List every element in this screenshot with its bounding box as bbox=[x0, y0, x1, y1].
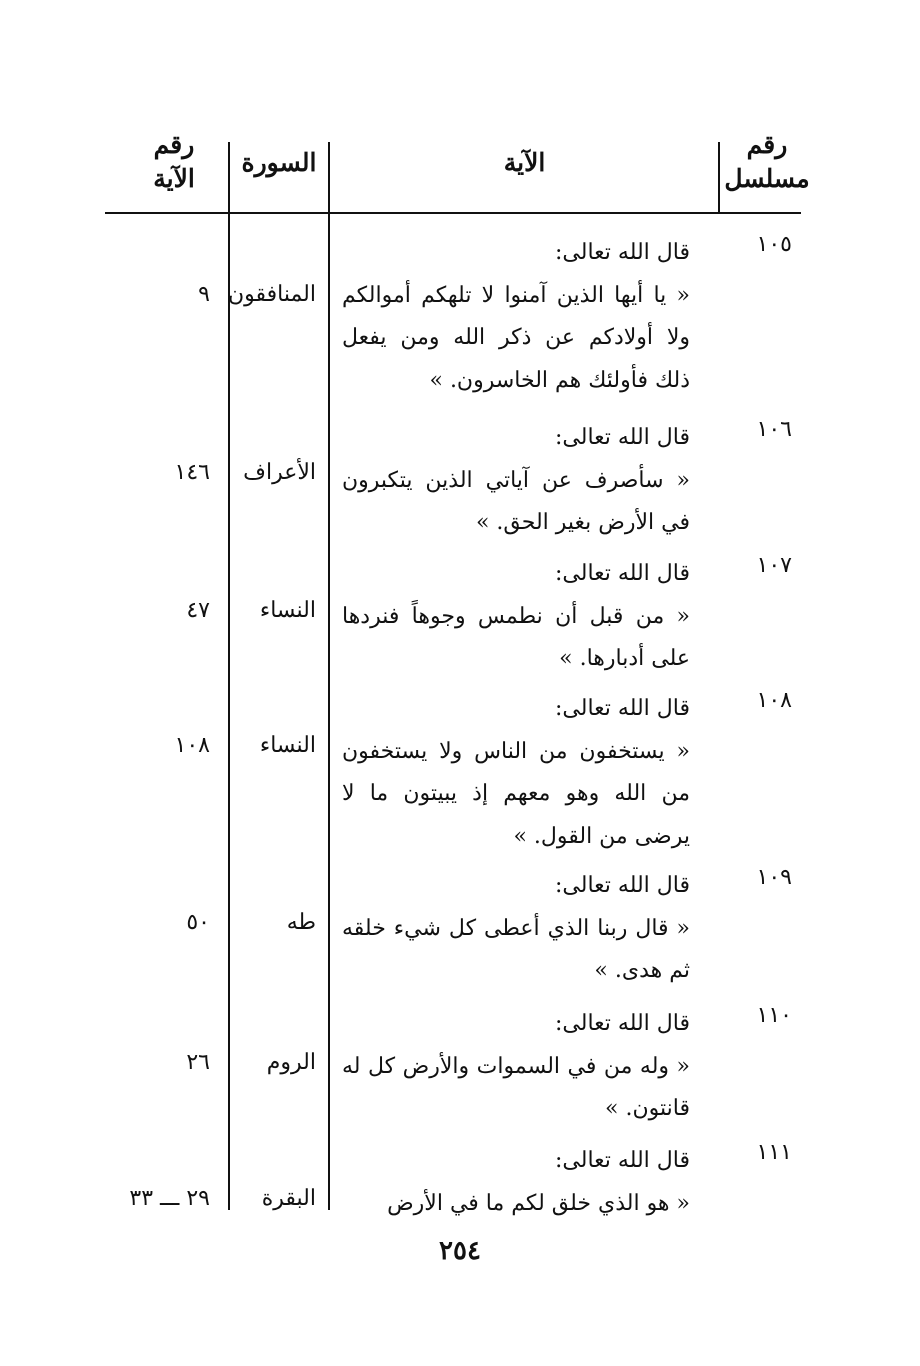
ayah-number-cell: ١٤٦ bbox=[174, 460, 210, 485]
serial-cell: ١٠٨ bbox=[756, 688, 792, 713]
ayah-intro: قال الله تعالى: bbox=[555, 1011, 690, 1036]
header-ayah-number bbox=[120, 128, 228, 196]
ayah-cell bbox=[342, 232, 690, 402]
ayah-number-cell: ١٠٨ bbox=[174, 733, 210, 758]
ayah-text: « هو الذي خلق لكم ما في الأرض bbox=[387, 1190, 690, 1216]
ayah-cell bbox=[342, 1140, 690, 1225]
column-divider-ayah-surah bbox=[328, 142, 330, 1210]
header-rule bbox=[105, 212, 801, 214]
ayah-cell bbox=[342, 553, 690, 681]
ayah-text: « سأصرف عن آياتي الذين يتكبرون في الأرض بغير الحق. » bbox=[342, 467, 690, 535]
ayah-intro: قال الله تعالى: bbox=[555, 1148, 690, 1173]
header-serial-line1: رقم bbox=[746, 130, 788, 159]
ayah-cell bbox=[342, 865, 690, 993]
serial-cell: ١١١ bbox=[756, 1140, 792, 1165]
header-num-line2: الآية bbox=[153, 164, 195, 193]
ayah-intro: قال الله تعالى: bbox=[555, 696, 690, 721]
header-surah: السورة bbox=[241, 148, 317, 177]
surah-cell: الأعراف bbox=[243, 460, 316, 485]
header-serial bbox=[722, 128, 812, 196]
ayah-number-cell: ٤٧ bbox=[186, 598, 210, 623]
header-serial-line2: مسلسل bbox=[724, 164, 810, 193]
header-divider-1 bbox=[718, 142, 720, 212]
surah-cell: البقرة bbox=[261, 1186, 316, 1211]
ayah-intro: قال الله تعالى: bbox=[555, 873, 690, 898]
serial-cell: ١١٠ bbox=[756, 1003, 792, 1028]
ayah-intro: قال الله تعالى: bbox=[555, 425, 690, 450]
ayah-number-cell: ٩ bbox=[198, 282, 210, 307]
ayah-number-cell: ٢٩ ـــ ٣٣ bbox=[129, 1186, 210, 1211]
ayah-intro: قال الله تعالى: bbox=[555, 240, 690, 265]
header-num-line1: رقم bbox=[153, 130, 195, 159]
header-ayah: الآية bbox=[503, 148, 546, 177]
ayah-text: « يستخفون من الناس ولا يستخفون من الله وهو معهم إذ يبيتون ما لا يرضى من القول. » bbox=[342, 738, 690, 849]
ayah-intro: قال الله تعالى: bbox=[555, 561, 690, 586]
surah-cell: الروم bbox=[266, 1050, 316, 1075]
surah-cell: النساء bbox=[259, 598, 316, 623]
ayah-cell bbox=[342, 417, 690, 545]
page-number: ٢٥٤ bbox=[439, 1236, 481, 1266]
ayah-number-cell: ٢٦ bbox=[186, 1050, 210, 1075]
surah-cell: طه bbox=[286, 910, 316, 935]
surah-cell: المنافقون bbox=[227, 282, 316, 307]
ayah-cell bbox=[342, 1003, 690, 1131]
serial-cell: ١٠٦ bbox=[756, 417, 792, 442]
ayah-text: « وله من في السموات والأرض كل له قانتون. » bbox=[342, 1053, 690, 1121]
ayah-number-cell: ٥٠ bbox=[186, 910, 210, 935]
surah-cell: النساء bbox=[259, 733, 316, 758]
ayah-text: « يا أيها الذين آمنوا لا تلهكم أموالكم ولا أولادكم عن ذكر الله ومن يفعل ذلك فأولئك هم الخاسرون. » bbox=[342, 282, 690, 393]
serial-cell: ١٠٩ bbox=[756, 865, 792, 890]
serial-cell: ١٠٧ bbox=[756, 553, 792, 578]
ayah-text: « قال ربنا الذي أعطى كل شيء خلقه ثم هدى. » bbox=[342, 915, 690, 983]
ayah-text: « من قبل أن نطمس وجوهاً فنردها على أدبارها. » bbox=[342, 603, 690, 671]
serial-cell: ١٠٥ bbox=[756, 232, 792, 257]
ayah-cell bbox=[342, 688, 690, 858]
